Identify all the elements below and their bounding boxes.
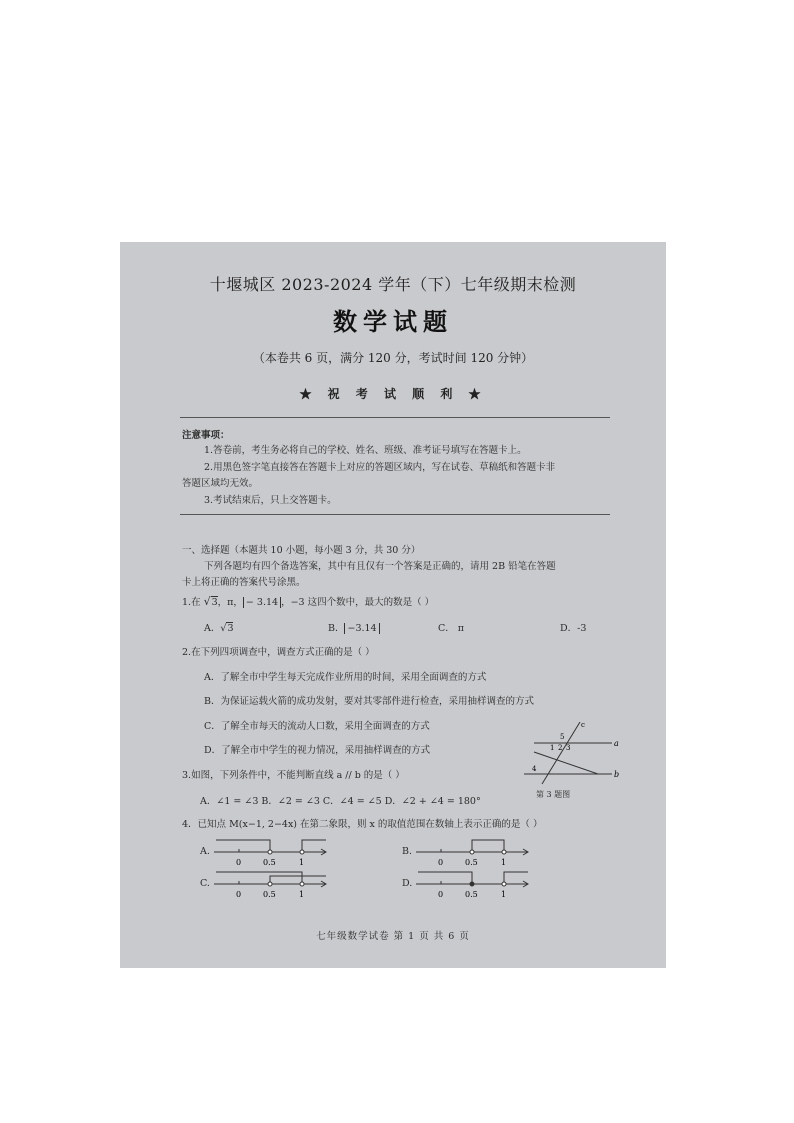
line-c	[542, 722, 580, 784]
svg-text:0: 0	[236, 858, 242, 867]
question-2-option: A．了解全市中学生每天完成作业所用的时间，采用全面调查的方式	[204, 672, 487, 683]
question-3-stem: 3.如图，下列条件中，不能判断直线 a // b 的是（ ）	[182, 770, 405, 781]
number-line-c	[214, 864, 334, 904]
question-3-figure-caption: 第 3 题图	[536, 790, 571, 799]
notice-heading: 注意事项：	[182, 430, 230, 441]
svg-text:0: 0	[438, 858, 444, 867]
label-2: 2	[558, 744, 563, 752]
notice-item: 1.答卷前，考生务必将自己的学校、姓名、班级、准考证号填写在答题卡上。	[204, 445, 527, 456]
svg-text:1: 1	[501, 858, 507, 867]
label-1: 1	[550, 744, 555, 752]
divider-top	[180, 417, 610, 418]
question-2-option: C．了解全市每天的流动人口数，采用全面调查的方式	[204, 721, 430, 732]
question-1-stem: 1.在 √3，π， − 3.14 ，−3 这四个数中，最大的数是（ ）	[182, 595, 435, 608]
section-instruction: 卡上将正确的答案代号涂黑。	[182, 577, 306, 588]
number-line-d	[416, 864, 536, 904]
label-3: 3	[566, 744, 571, 752]
notice-item: 答题区域均无效。	[182, 478, 259, 489]
svg-text:0.5: 0.5	[263, 890, 276, 899]
notice-item: 3.考试结束后，只上交答题卡。	[204, 495, 337, 506]
svg-text:0: 0	[438, 890, 444, 899]
divider-bottom	[180, 514, 610, 515]
svg-text:0: 0	[236, 890, 242, 899]
svg-text:1: 1	[299, 890, 305, 899]
exam-title: 十堰城区 2023-2024 学年（下）七年级期末检测	[209, 275, 577, 294]
question-1-option-c: C． π	[438, 623, 465, 634]
notice-item: 2.用黑色签字笔直接答在答题卡上对应的答题区域内，写在试卷、草稿纸和答题卡非	[204, 462, 556, 473]
question-2-option: D．了解全市中学生的视力情况，采用抽样调查的方式	[204, 745, 431, 756]
svg-text:0.5: 0.5	[263, 858, 276, 867]
sqrt-value: 3	[211, 597, 218, 608]
question-3-figure	[520, 718, 620, 798]
question-3-options: A．∠1 = ∠3 B．∠2 = ∠3 C．∠4 = ∠5 D．∠2 + ∠4 = 180°	[200, 796, 481, 807]
absolute-value: − 3.14	[243, 597, 281, 608]
question-1-option-d: D．-3	[560, 623, 587, 634]
label-4: 4	[532, 765, 537, 773]
svg-text:1: 1	[501, 890, 507, 899]
page-footer: 七年级数学试卷 第 1 页 共 6 页	[316, 931, 470, 942]
question-1-option-a: A．√3	[204, 623, 234, 634]
section-heading: 一、选择题（本题共 10 小题，每小题 3 分，共 30 分）	[182, 545, 421, 556]
label-c: c	[581, 721, 585, 729]
svg-text:1: 1	[299, 858, 305, 867]
section-instruction: 下列各题均有四个备选答案，其中有且仅有一个答案是正确的，请用 2B 铅笔在答题	[204, 561, 556, 572]
question-4-option-d-label: D.	[402, 878, 413, 889]
subject-title: 数学试题	[333, 307, 453, 336]
question-2-option: B．为保证运载火箭的成功发射，要对其零部件进行检查，采用抽样调查的方式	[204, 696, 534, 707]
svg-text:0.5: 0.5	[465, 890, 478, 899]
question-4-option-a-label: A.	[200, 846, 210, 857]
transversal-line	[534, 752, 598, 774]
question-2-stem: 2.在下列四项调查中，调查方式正确的是（ ）	[182, 647, 375, 658]
label-a: a	[614, 739, 619, 748]
question-4-option-c-label: C.	[200, 878, 210, 889]
exam-sheet	[120, 242, 666, 968]
good-luck-banner: ★ 祝 考 试 顺 利 ★	[299, 387, 487, 401]
label-b: b	[614, 770, 620, 779]
label-5: 5	[560, 733, 565, 741]
question-1-option-b: B． −3.14	[328, 620, 380, 634]
question-4-option-b-label: B.	[402, 846, 413, 857]
question-4-stem: 4．已知点 M(x−1, 2−4x) 在第二象限，则 x 的取值范围在数轴上表示正确的是（ ）	[182, 819, 543, 830]
svg-text:0.5: 0.5	[465, 858, 478, 867]
exam-info: （本卷共 6 页，满分 120 分，考试时间 120 分钟）	[252, 351, 534, 365]
